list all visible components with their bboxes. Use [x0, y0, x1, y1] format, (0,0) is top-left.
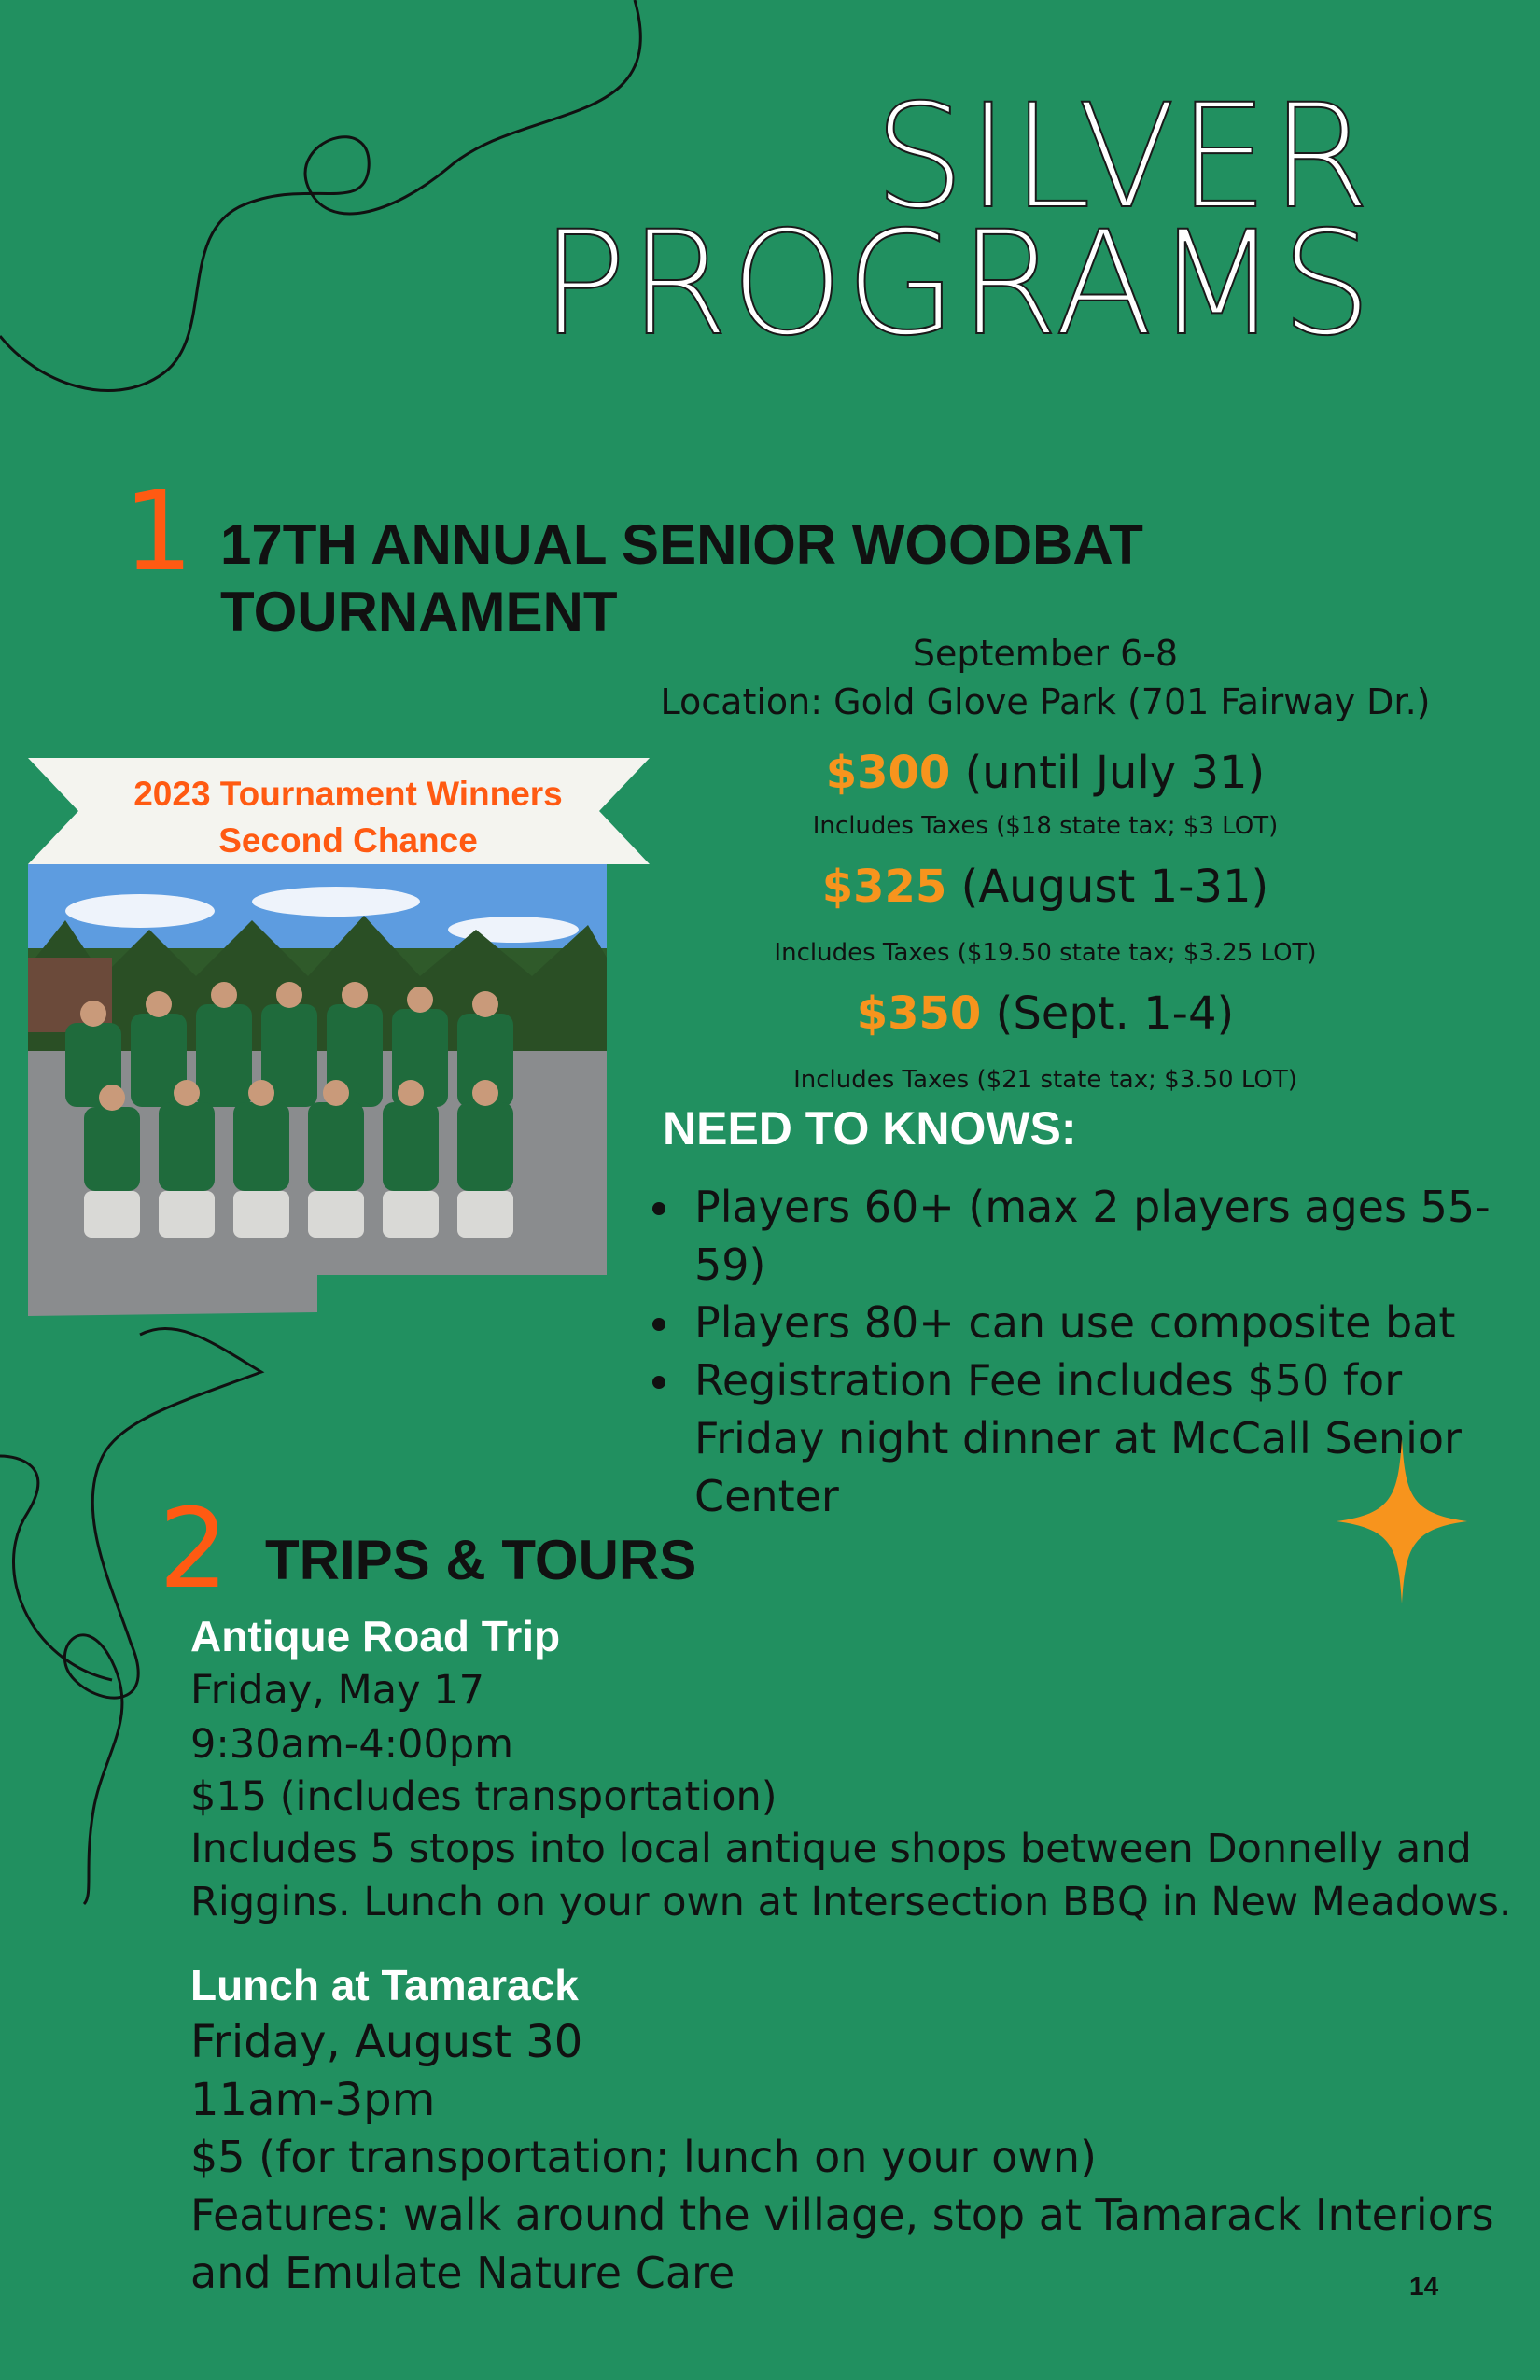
event-date: September 6-8	[912, 633, 1179, 674]
need-to-knows-heading: NEED TO KNOWS:	[663, 1102, 1077, 1155]
event-location: Location: Gold Glove Park (701 Fairway Dr.)	[660, 681, 1431, 722]
trip-detail: $5 (for transportation; lunch on your own)	[190, 2132, 1097, 2182]
price-amount: $300	[825, 747, 951, 799]
section2-title: TRIPS & TOURS	[265, 1529, 697, 1591]
trip-detail: 11am-3pm	[190, 2074, 436, 2126]
trip-detail: Friday, August 30	[190, 2016, 583, 2068]
trip-title-antique: Antique Road Trip	[190, 1612, 561, 1660]
price-period: (Sept. 1-4)	[981, 987, 1235, 1040]
winners-banner-text	[37, 771, 659, 864]
section2-number: 2	[159, 1484, 230, 1613]
price-amount: $350	[856, 987, 982, 1040]
price-period: (August 1-31)	[946, 861, 1269, 913]
price-row-1	[635, 747, 1456, 799]
price-taxes-1: Includes Taxes ($18 state tax; $3 LOT)	[812, 812, 1279, 840]
price-row-2	[635, 861, 1456, 913]
list-item: • Players 80+ can use composite bat	[685, 1294, 1506, 1351]
trip-detail: Riggins. Lunch on your own at Intersection BBQ in New Meadows.	[190, 1879, 1512, 1925]
page-title-line1: SILVER	[874, 74, 1372, 241]
price-taxes-3: Includes Taxes ($21 state tax; $3.50 LOT)	[793, 1066, 1297, 1094]
page-title-line2: PROGRAMS	[539, 201, 1374, 368]
trip-detail: Includes 5 stops into local antique shops between Donnelly and	[190, 1826, 1472, 1872]
four-point-star-icon	[1337, 1439, 1467, 1603]
team-photo	[28, 864, 607, 1316]
price-period: (until July 31)	[950, 747, 1266, 799]
banner-line-1: 2023 Tournament Winners	[133, 775, 563, 813]
trip-detail: Friday, May 17	[190, 1667, 484, 1714]
trip-title-tamarack: Lunch at Tamarack	[190, 1961, 579, 2009]
trip-detail: and Emulate Nature Care	[190, 2247, 735, 2298]
section1-number: 1	[123, 467, 194, 595]
section1-title: 17TH ANNUAL SENIOR WOODBAT TOURNAMENT	[220, 513, 1143, 643]
list-item: • Registration Fee includes $50 for Friday night dinner at McCall Senior Center	[685, 1351, 1506, 1525]
list-item: • Players 60+ (max 2 players ages 55-59)	[685, 1178, 1506, 1294]
trip-detail: Features: walk around the village, stop at Tamarack Interiors	[190, 2190, 1494, 2240]
price-amount: $325	[821, 861, 947, 913]
page-number: 14	[1409, 2272, 1439, 2301]
price-row-3	[635, 987, 1456, 1040]
trip-detail: 9:30am-4:00pm	[190, 1721, 514, 1768]
trip-detail: $15 (includes transportation)	[190, 1773, 777, 1820]
banner-line-2: Second Chance	[218, 821, 478, 860]
price-taxes-2: Includes Taxes ($19.50 state tax; $3.25 LOT)	[774, 939, 1317, 967]
